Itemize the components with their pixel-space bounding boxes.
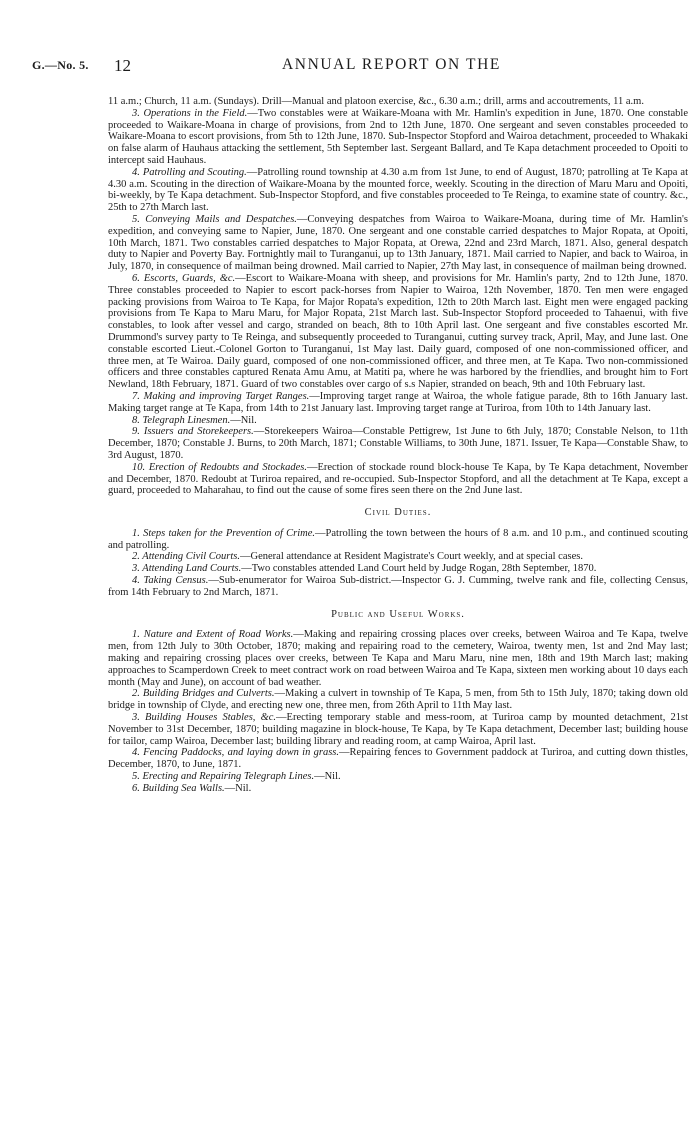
paragraph: 11 a.m.; Church, 11 a.m. (Sundays). Drill—Manual and platoon exercise, &c., 6.30 a.m.; drill, arms and accoutrements, 11 a.m.: [108, 96, 644, 107]
paragraph: 9. Issuers and Storekeepers.—Storekeepers Wairoa—Constable Pettigrew, 1st June to 6th July, 1870; Constable Nelson, to 11th December, 1870; Constable J. Burns, to 20th March, 1871; Constable Williams, to 30th June, 1871. Issuer, Te Kapa—Constable Shaw, to 3rd August, 1870.: [108, 426, 688, 461]
section-heading-civil-duties: Civil Duties.: [364, 507, 432, 519]
paragraph: 6. Building Sea Walls.—Nil.: [132, 782, 252, 794]
paragraph: 7. Making and improving Target Ranges.—Improving target range at Wairoa, the whole fatigue parade, 8th to 16th January last. Making target range at Te Kapa, from 14th to 21st January last. Improving target range at Turiroa, from 10th to 14th January last.: [108, 390, 688, 414]
document-reference: G.—No. 5.: [32, 58, 89, 72]
paragraph: 3. Operations in the Field.—Two constables were at Waikare-Moana with Mr. Hamlin's expedition in June, 1870. One constable proceeded to Waikare-Moana in charge of provisions, from 2nd to 12th June, 1870. One sergeant and seven constables proceeded to Waikare-Moana to escort provisions, from 5th to 12th June, 1870. Sub-Inspector Stopford and Wairoa detachment, proceeded to Whakaki on false alarm of Hauhaus attacking the settlement, 5th September last. Sergeant Ballard, and Te Kapa detachment proceeded to Opoiti to intercept said Hauhaus.: [108, 107, 688, 166]
paragraph: 8. Telegraph Linesmen.—Nil.: [132, 414, 257, 426]
paragraph: 3. Attending Land Courts.—Two constables attended Land Court held by Judge Rogan, 28th September, 1870.: [132, 563, 597, 575]
running-title: ANNUAL REPORT ON THE: [282, 56, 501, 73]
page-header: [32, 56, 672, 78]
paragraph: 3. Building Houses Stables, &c.—Erecting temporary stable and mess-room, at Turiroa camp by mounted detachment, 21st November to 31st December, 1870; building magazine in block-house, Te Kapa, by Te Kapa detachment, December last; building house for tailor, camp Wairoa, December last; building library and reading room, at camp Wairoa, April last.: [108, 712, 688, 747]
paragraph: 1. Nature and Extent of Road Works.—Making and repairing crossing places over creeks, between Wairoa and Te Kapa, twelve men, from 12th July to 30th October, 1870; making and repairing road to the cemetery, Wairoa, twenty men, 1st and 2nd May last; making and repairing crossing places over creeks, between Te Kapa and Maru Maru, nine men, 18th and 19th March last; making approaches to Scamperdown Creek to meet contract work on road between Wairoa and Te Kapa, sixteen men working about 10 days each month (May and June), on account of bad weather.: [108, 629, 688, 688]
paragraph: 10. Erection of Redoubts and Stockades.—Erection of stockade round block-house Te Kapa, by Te Kapa detachment, November and December, 1870. Redoubt at Turiroa repaired, and re-occupied. Sub-Inspector Stopford, and all the detachment at Te Kapa, except a guard, proceeded to Maharahau, to find out the cause of some fires seen there on the 2nd June last.: [108, 461, 688, 497]
report-body: [108, 96, 688, 795]
section-heading-public-works: Public and Useful Works.: [331, 608, 465, 620]
paragraph: 4. Taking Census.—Sub-enumerator for Wairoa Sub-district.—Inspector G. J. Cumming, twelve rank and file, collecting Census, from 14th February to 2nd March, 1871.: [108, 575, 688, 598]
paragraph: 4. Fencing Paddocks, and laying down in grass.—Repairing fences to Government paddock at Turiroa, and cutting down thistles, December, 1870, to June, 1871.: [108, 747, 688, 771]
paragraph: 6. Escorts, Guards, &c.—Escort to Waikare-Moana with sheep, and provisions for Mr. Hamlin's party, 2nd to 12th June, 1870. Three constables proceeded to Napier to escort pack-horses from Napier to Wairoa, 12th November, 1870. Ten men were engaged packing provisions from Wairoa to Te Kapa, for Major Ropata's expedition, 12th to 20th March last. Eight men were engaged packing provisions from Te Kapa to Maru Maru, for Major Ropata, 21st March last. Sub-Inspector Stopford proceeded to Tahaenui, with five constables, to look after vessel and cargo, stranded on beach, 8th to 10th April last. One sergeant and five constables escorted Mr. Drummond's survey party to Te Reinga, and subsequently proceeded to Turanganui, cutting survey track, April, May, and June last. One constable escorted Lieut.-Colonel Gorton to Turanganui, 1st May last. Daily guard, composed of one non-commissioned officer, and three men, at Te Wairoa. Daily guard, composed of one non-commissioned officer, and three men, at Te Kapa. Two non-commissioned officers and three constables captured Renata Amu Amu, at Matiti pa, where he was harbored by the friendlies, and brought him to Fort Newland, 18th February, 1871. Guard of two constables over cargo of s.s Napier, stranded on beach, 9th and 10th February last.: [108, 272, 688, 391]
paragraph: 2. Attending Civil Courts.—General attendance at Resident Magistrate's Court weekly, and at special cases.: [132, 551, 583, 563]
page-number: 12: [114, 56, 131, 75]
paragraph: 1. Steps taken for the Prevention of Crime.—Patrolling the town between the hours of 8 a.m. and 10 p.m., and continued scouting and patrolling.: [108, 527, 688, 551]
paragraph: 5. Conveying Mails and Despatches.—Conveying despatches from Wairoa to Waikare-Moana, during time of Mr. Hamlin's expedition, and conveying same to Napier, June, 1870. One sergeant and one constable carried despatches to Major Ropata, at Opoiti, 10th March, 1871. Two constables carried despatches to Major Ropata, at Orewa, 22nd and 23rd March, 1871. Also, general despatch duty to Napier and Poverty Bay. Fortnightly mail to Turanganui, up to 13th January, 1871. Mail carried to Napier, and back to Wairoa, in July, 1870, in consequence of mailman being drowned. Mail carried to Napier, 27th May last, in consequence of mailman being drowned.: [108, 213, 688, 273]
paragraph: 2. Building Bridges and Culverts.—Making a culvert in township of Te Kapa, 5 men, from 5th to 15th July, 1870; taking down old bridge in township of Clyde, and erecting new one, three men, from 26th April to 11th May last.: [108, 688, 688, 712]
paragraph: 5. Erecting and Repairing Telegraph Lines.—Nil.: [132, 771, 341, 783]
paragraph: 4. Patrolling and Scouting.—Patrolling round township at 4.30 a.m from 1st June, to end of August, 1870; patrolling at Te Kapa at 4.30 a.m. Scouting in the direction of Waikare-Moana by the mounted force, weekly. Scouting in the direction of Maru Maru and Opoiti, bi-weekly, by Te Kapa detachment. Sub-Inspector Stopford, and five constables proceeded to Te Reinga, to examine state of country. &c., 25th to 27th March last.: [108, 166, 688, 214]
